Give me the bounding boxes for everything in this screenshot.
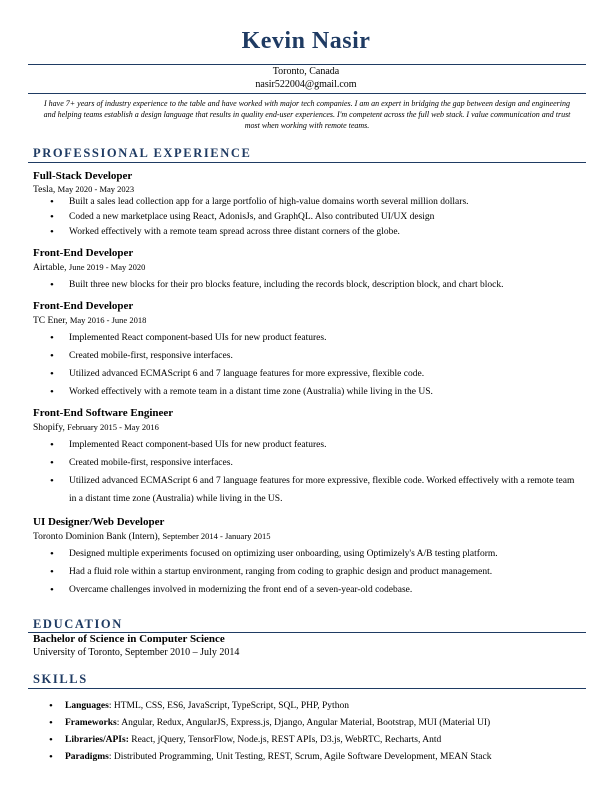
list-item: • Overcame challenges involved in modernizing the front end of a seven-year-old codebase. [33, 581, 582, 599]
list-item: • Created mobile-first, responsive interfaces. [33, 347, 582, 365]
skill-label: Languages [65, 701, 109, 711]
section-rule-experience [28, 162, 586, 163]
section-title-experience: PROFESSIONAL EXPERIENCE [33, 146, 252, 160]
job-meta [33, 262, 145, 273]
job-company: TC Ener, [33, 316, 68, 326]
job-meta [33, 422, 159, 433]
list-item: • Utilized advanced ECMAScript 6 and 7 language features for more expressive, flexible code. Worked effectively with a remote team in a distant time zone (Australia) while living in the US. [33, 472, 582, 508]
job-bullets [33, 276, 582, 294]
skill-label: Paradigms [65, 752, 109, 762]
contact-location: Toronto, Canada [272, 66, 340, 77]
education-degree: Bachelor of Science in Computer Science [33, 633, 225, 645]
list-item: • Utilized advanced ECMAScript 6 and 7 language features for more expressive, flexible code. [33, 365, 582, 383]
section-title-skills: SKILLS [33, 672, 88, 686]
job-title: Front-End Developer [33, 247, 134, 259]
skill-item [33, 732, 582, 749]
education-school: University of Toronto, September 2010 – July 2014 [33, 647, 240, 658]
list-item: • Implemented React component-based UIs for new product features. [33, 329, 582, 347]
skills-list [33, 698, 582, 766]
job-meta [33, 315, 146, 326]
section-rule-skills [28, 688, 586, 689]
skill-label: Libraries/APIs: [65, 735, 129, 745]
job-bullets [33, 195, 582, 240]
job-title: Front-End Software Engineer [33, 407, 174, 419]
job-dates: June 2019 - May 2020 [68, 262, 146, 272]
list-item: • Had a fluid role within a startup environment, ranging from coding to graphic design and product management. [33, 563, 582, 581]
job-company: Tesla, [33, 185, 56, 195]
job-company: Toronto Dominion Bank (Intern), [33, 532, 161, 542]
job-dates: May 2020 - May 2023 [57, 184, 135, 194]
skill-item [33, 749, 582, 766]
skill-value: : Distributed Programming, Unit Testing, REST, Scrum, Agile Software Development, MEAN Stack [108, 752, 492, 762]
list-item: • Built a sales lead collection app for a large portfolio of high-value domains worth several million dollars. [33, 195, 582, 210]
job-company: Airtable, [33, 263, 67, 273]
job-title: Full-Stack Developer [33, 170, 133, 182]
job-company: Shopify, [33, 423, 65, 433]
job-title: Front-End Developer [33, 300, 134, 312]
skill-value: : Angular, Redux, AngularJS, Express.js, Django, Angular Material, Bootstrap, MUI (Material UI) [116, 718, 491, 728]
job-meta [33, 184, 134, 195]
job-dates: February 2015 - May 2016 [67, 422, 159, 432]
list-item: • Worked effectively with a remote team in a distant time zone (Australia) while living in the US. [33, 383, 582, 401]
candidate-name: Kevin Nasir [241, 28, 371, 54]
list-item: • Coded a new marketplace using React, AdonisJs, and GraphQL. Also contributed UI/UX design [33, 210, 582, 225]
job-dates: September 2014 - January 2015 [162, 531, 271, 541]
list-item: • Created mobile-first, responsive interfaces. [33, 454, 582, 472]
section-title-education: EDUCATION [33, 617, 123, 631]
contact-email[interactable]: nasir522004@gmail.com [255, 79, 357, 90]
list-item: • Implemented React component-based UIs for new product features. [33, 436, 582, 454]
header-rule-bottom [28, 93, 586, 94]
header-rule-top [28, 64, 586, 65]
job-bullets [33, 545, 582, 599]
skill-label: Frameworks [65, 718, 117, 728]
list-item: • Worked effectively with a remote team spread across three distant corners of the globe. [33, 225, 582, 240]
list-item: • Designed multiple experiments focused on optimizing user onboarding, using Optimizely's A/B testing platform. [33, 545, 582, 563]
skill-value: React, jQuery, TensorFlow, Node.js, REST APIs, D3.js, WebRTC, Recharts, Antd [128, 735, 442, 745]
list-item: • Built three new blocks for their pro blocks feature, including the records block, description block, and chart block. [33, 276, 582, 294]
summary-paragraph: I have 7+ years of industry experience to the table and have worked with major tech companies. I am an expert in bridging the gap between design and engineering and helping teams establish a design language that results in quality end-user experiences. I'm competent across the full web stack. I value communication and trust most when working with remote teams. [43, 99, 571, 130]
skill-item [33, 698, 582, 715]
skill-item [33, 715, 582, 732]
job-bullets [33, 329, 582, 401]
job-meta [33, 531, 271, 542]
skill-value: : HTML, CSS, ES6, JavaScript, TypeScript, SQL, PHP, Python [108, 701, 349, 711]
job-title: UI Designer/Web Developer [33, 516, 165, 528]
job-bullets [33, 436, 582, 508]
job-dates: May 2016 - June 2018 [69, 315, 147, 325]
